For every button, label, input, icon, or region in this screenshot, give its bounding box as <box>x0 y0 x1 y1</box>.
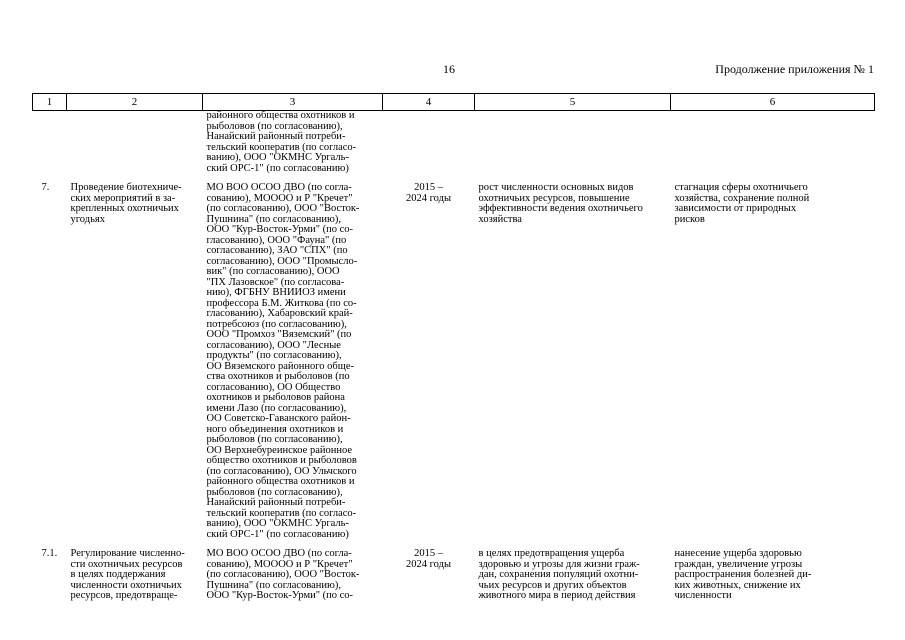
executors-cell: районного общества охотников и рыболовов (по согласованию), Нанайский районный потреби- тельский кооператив (по согласо- ванию), ООО "ОКМНС Ургаль- ский ОРС-1" (по согласованию) <box>206 110 357 174</box>
measure-cell: Проведение биотехниче- ских мероприятий в за- крепленных охотничьих угодьях <box>70 182 182 225</box>
appendix-table <box>32 93 875 602</box>
executors-cell: МО ВОО ОСОО ДВО (по согла- сованию), МОООО и Р "Кречет" (по согласованию), ООО "Восток- Пушнина" (по согласованию), ООО "Кур-Восток-Урми" (по со- <box>206 548 360 601</box>
continuation-label: Продолжение приложения № 1 <box>715 62 874 76</box>
row-number: 7.1. <box>41 548 58 559</box>
column-header-1: 1 <box>33 94 67 111</box>
column-header-5: 5 <box>475 94 671 111</box>
column-number-row <box>33 94 875 111</box>
period-cell: 2015 – 2024 годы <box>405 548 451 570</box>
period-cell: 2015 – 2024 годы <box>405 182 451 204</box>
result-cell: рост численности основных видов охотничьих ресурсов, повышение эффективности ведения охотничьего хозяйства <box>478 182 643 225</box>
row-number: 7. <box>41 182 50 193</box>
consequence-cell: стагнация сферы охотничьего хозяйства, сохранение полной зависимости от природных рисков <box>674 182 810 225</box>
table-row <box>33 549 875 602</box>
measure-cell: Регулирование численно- сти охотничьих ресурсов в целях поддержания численности охотничьих ресурсов, предотвраще- <box>70 548 185 601</box>
result-cell: в целях предотвращения ущерба здоровью и угрозы для жизни граж- дан, сохранения популяций охотни- чьих ресурсов и других объектов животного мира в период действия <box>478 548 640 601</box>
column-header-3: 3 <box>203 94 383 111</box>
executors-cell: МО ВОО ОСОО ДВО (по согла- сованию), МОООО и Р "Кречет" (по согласованию), ООО "Восток- Пушнина" (по согласованию), ООО "Кур-Восток-Урми" (по со- гласованию), ООО "Фауна" (по согласованию), ЗАО "СПХ" (по согласованию), ООО "Промысло- вик" (по согласованию), ООО "ПХ Лазовское" (по согласова- нию), ФГБНУ ВНИИОЗ имени профессора Б.М. Житкова (по со- гласованию), Хабаровский край- потребсоюз (по согласованию), ООО "Промхоз "Вяземский" (по согласованию), ООО "Лесные продукты" (по согласованию), ОО Вяземского районного обще- ства охотников и рыболовов (по согласованию), ОО Общество охотников и рыболовов района имени Лазо (по согласованию), ОО Советско-Гаванского район- ного объединения охотников и рыболовов (по согласованию), ОО Верхнебуреинское районное общество охотников и рыболовов (по согласованию), ОО Ульчского районного общества охотников и рыболовов (по согласованию), Нанайский районный потреби- тельский кооператив (по согласо- ванию), ООО "ОКМНС Ургаль- ский ОРС-1" (по согласованию) <box>206 182 360 540</box>
column-header-4: 4 <box>383 94 475 111</box>
column-header-6: 6 <box>671 94 875 111</box>
column-header-2: 2 <box>67 94 203 111</box>
table-row <box>33 183 875 540</box>
page-number: 16 <box>443 62 455 76</box>
consequence-cell: нанесение ущерба здоровью граждан, увеличение угрозы распространения болезней ди- ких животных, снижение их численности <box>674 548 812 601</box>
table-row-carryover <box>33 111 875 175</box>
